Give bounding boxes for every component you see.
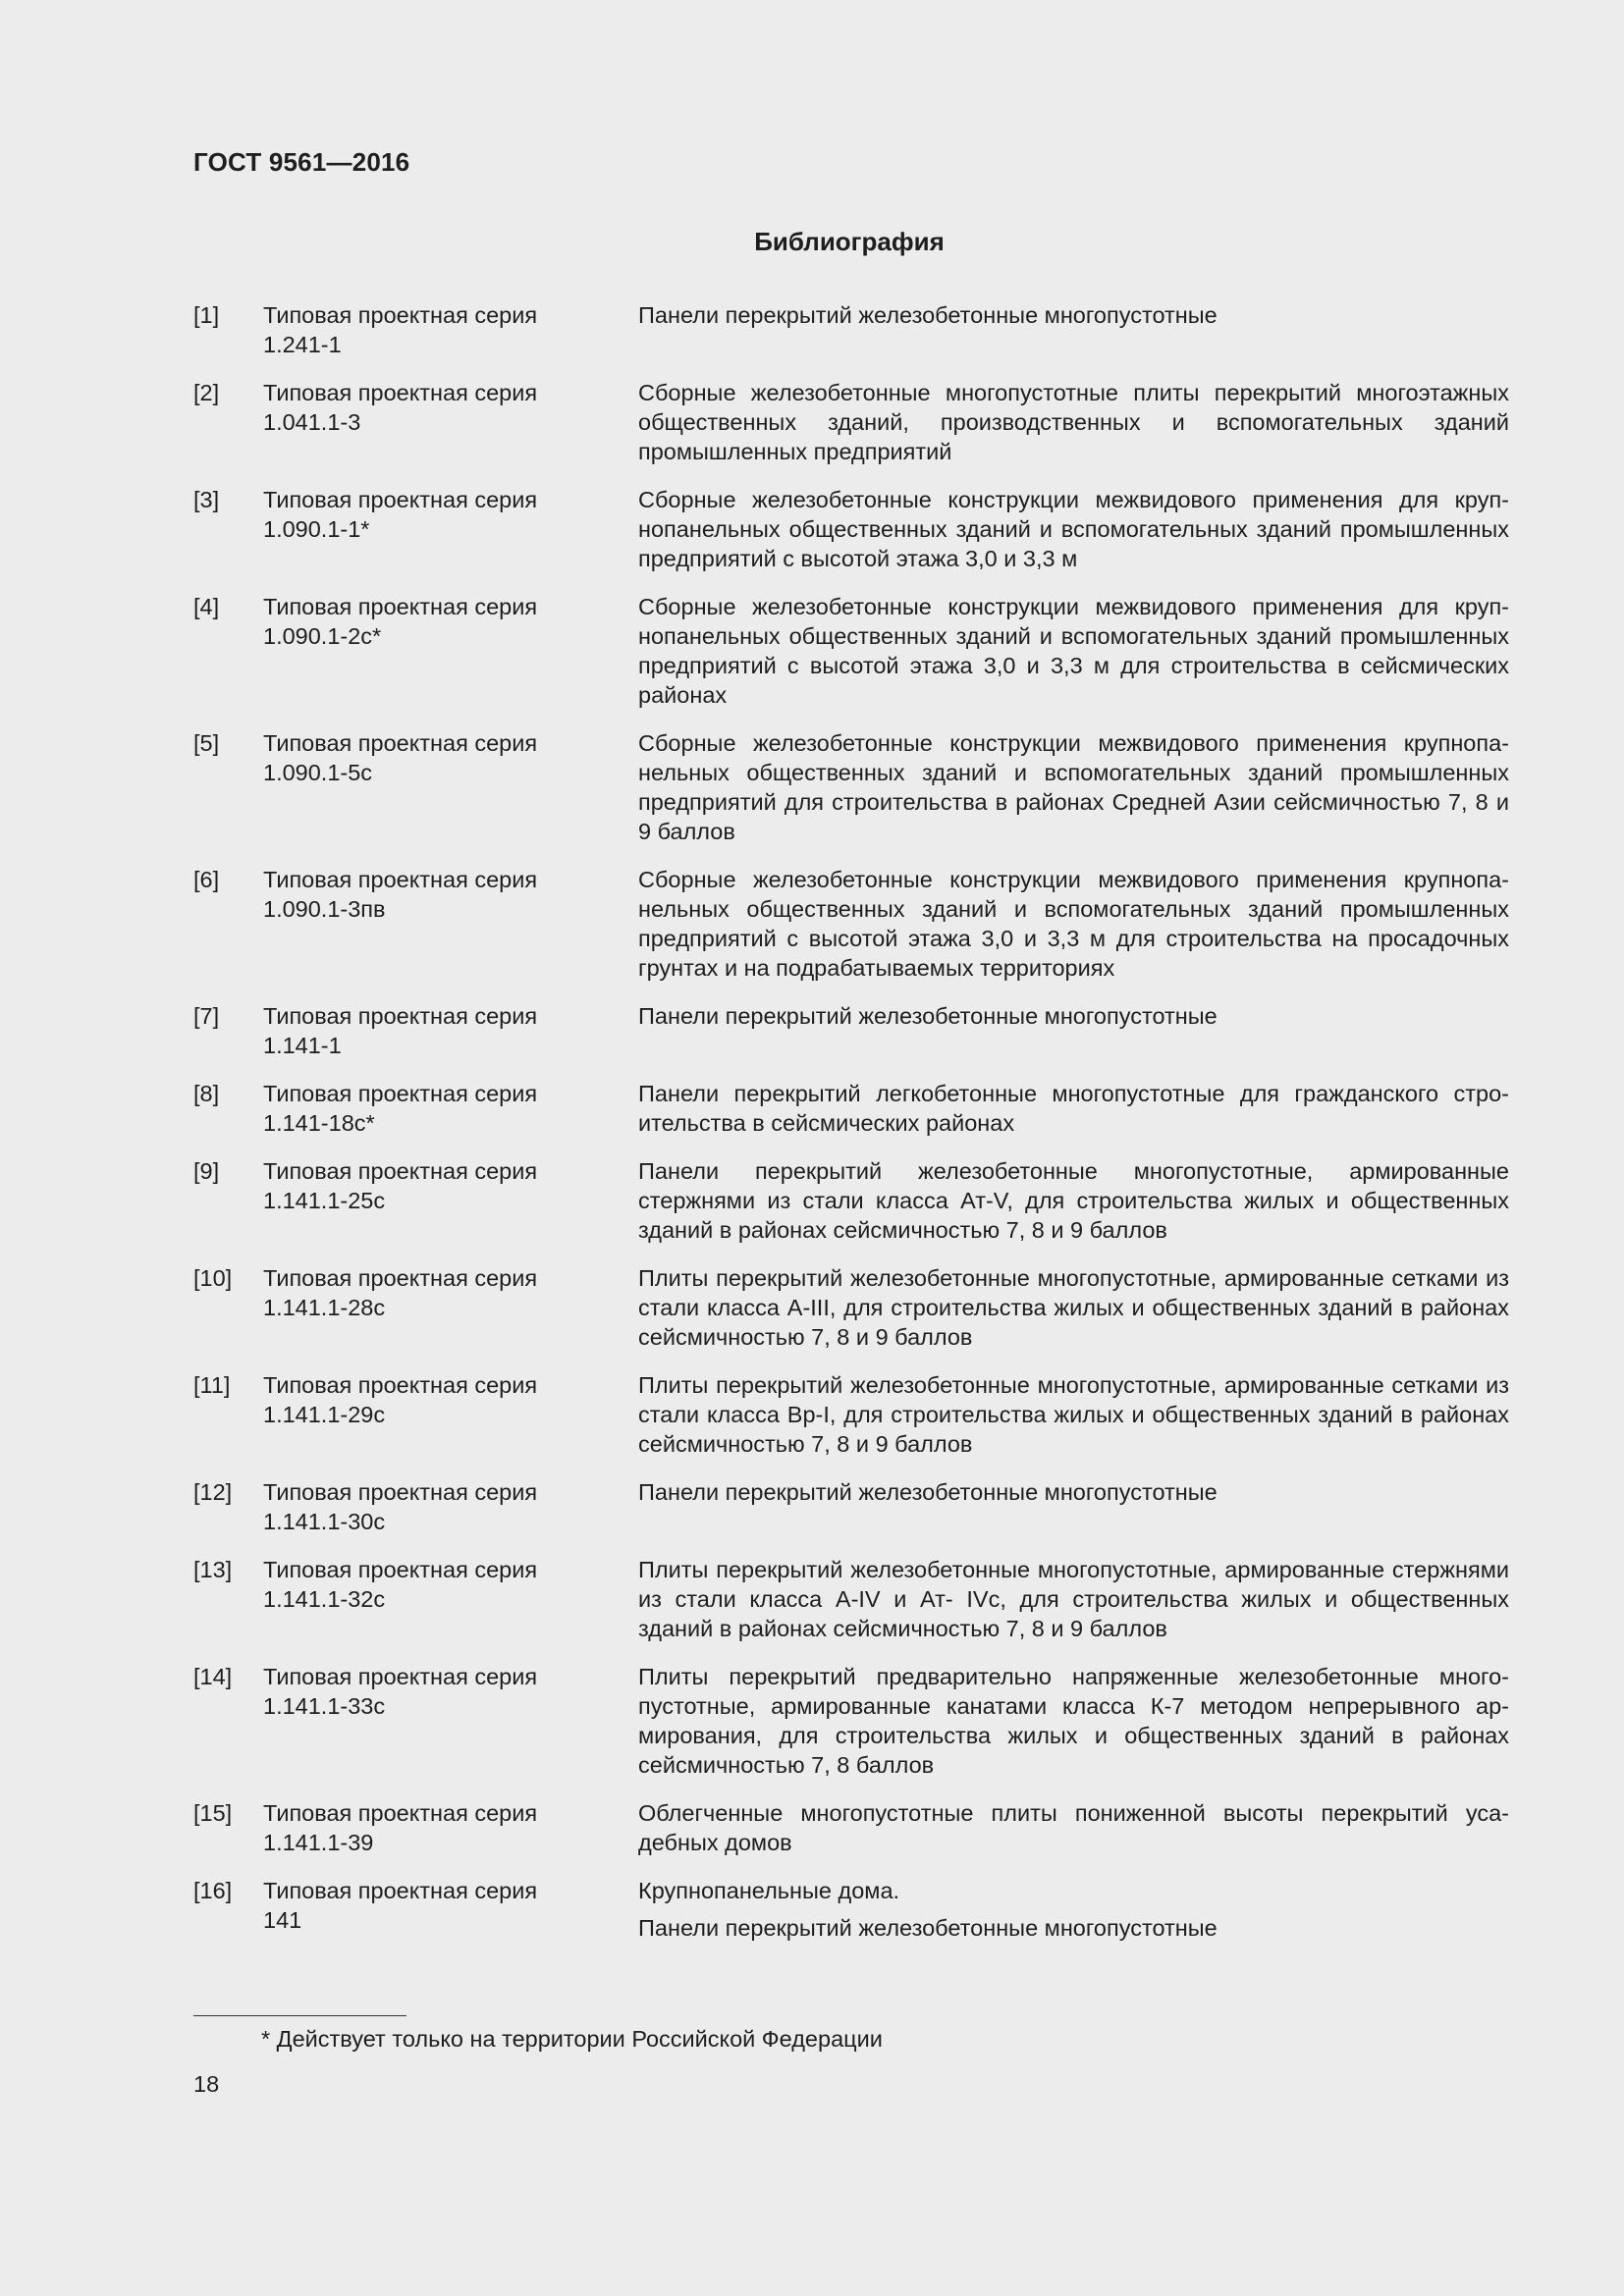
entry-number: [10] xyxy=(193,1265,233,1291)
series-code: 1.141.1-39 xyxy=(263,1830,374,1855)
description-line: Облегченные многопустотные плиты пониженной высоты перекрытий усадебных домов xyxy=(638,1800,1509,1855)
bibliography-entry xyxy=(193,1876,1509,1943)
entry-series xyxy=(263,1001,638,1060)
series-code: 1.141-18с* xyxy=(263,1110,375,1136)
entry-series xyxy=(263,1555,638,1643)
entry-number: [13] xyxy=(193,1557,233,1582)
description-line: Плиты перекрытий железобетонные многопустотные, армированные сетками из стали класса Вр-I, для строительства жилых и общественных зданий в районах сейсмичностью 7, 8 и 9 баллов xyxy=(638,1372,1509,1457)
entry-number: [14] xyxy=(193,1664,233,1689)
entry-description xyxy=(638,1477,1509,1536)
entry-number: [16] xyxy=(193,1878,233,1903)
series-code: 1.090.1-1* xyxy=(263,516,370,542)
bibliography-entry xyxy=(193,1263,1509,1352)
entry-number: [12] xyxy=(193,1479,233,1505)
entry-series xyxy=(263,1370,638,1459)
description-line: Сборные железобетонные конструкции межвидового применения для крупнопанельных общественных зданий и вспомогательных зданий промышленных предприятий с высотой этажа 3,0 и 3,3 м xyxy=(638,487,1509,571)
entry-description xyxy=(638,1079,1509,1138)
description-line: Плиты перекрытий железобетонные многопустотные, армированные сетками из стали класса А-III, для строительства жилых и общественных зданий в районах сейсмичностью 7, 8 и 9 баллов xyxy=(638,1265,1509,1350)
bibliography-list xyxy=(193,300,1509,1961)
entry-series xyxy=(263,728,638,846)
series-name: Типовая проектная серия xyxy=(263,1800,538,1826)
entry-series xyxy=(263,1079,638,1138)
description-line: Плиты перекрытий предварительно напряженные железобетонные многопустотные, армированные канатами класса К-7 методом непрерывного армирования, для строительства жилых и общественных зданий в районах сейсмичностью 7, 8 баллов xyxy=(638,1664,1509,1778)
entry-number: [5] xyxy=(193,730,220,756)
document-header: ГОСТ 9561—2016 xyxy=(193,147,410,177)
description-line: Панели перекрытий железобетонные многопустотные xyxy=(638,1003,1218,1029)
entry-description xyxy=(638,378,1509,466)
entry-description xyxy=(638,728,1509,846)
section-title: Библиография xyxy=(754,227,945,256)
series-code: 1.090.1-5с xyxy=(263,760,373,785)
series-name: Типовая проектная серия xyxy=(263,1003,538,1029)
entry-series xyxy=(263,1662,638,1780)
series-code: 1.141.1-32с xyxy=(263,1586,386,1612)
entry-description xyxy=(638,592,1509,710)
series-name: Типовая проектная серия xyxy=(263,1557,538,1582)
description-line: Сборные железобетонные конструкции межвидового применения для крупнопанельных общественных зданий и вспомогательных зданий промышленных предприятий с высотой этажа 3,0 и 3,3 м для строительства в сейсмических районах xyxy=(638,594,1509,708)
series-code: 1.141.1-33с xyxy=(263,1693,386,1719)
bibliography-entry xyxy=(193,1477,1509,1536)
description-line: Панели перекрытий железобетонные многопустотные xyxy=(638,1915,1218,1941)
entry-number: [1] xyxy=(193,302,220,328)
entry-number: [2] xyxy=(193,380,220,405)
entry-series xyxy=(263,1477,638,1536)
bibliography-entry xyxy=(193,1370,1509,1459)
bibliography-entry xyxy=(193,1156,1509,1245)
entry-number: [11] xyxy=(193,1372,231,1398)
page-number: 18 xyxy=(193,2071,220,2097)
series-name: Типовая проектная серия xyxy=(263,867,538,892)
series-code: 1.141.1-29с xyxy=(263,1402,386,1427)
series-name: Типовая проектная серия xyxy=(263,1372,538,1398)
series-code: 141 xyxy=(263,1907,302,1933)
entry-description xyxy=(638,1263,1509,1352)
entry-series xyxy=(263,485,638,573)
series-name: Типовая проектная серия xyxy=(263,1664,538,1689)
series-code: 1.141.1-25с xyxy=(263,1188,386,1213)
entry-description xyxy=(638,485,1509,573)
bibliography-entry xyxy=(193,865,1509,983)
description-line: Панели перекрытий легкобетонные многопустотные для гражданского строительства в сейсмических районах xyxy=(638,1081,1509,1136)
series-code: 1.241-1 xyxy=(263,332,342,357)
description-line: Панели перекрытий железобетонные многопустотные xyxy=(638,1479,1218,1505)
series-code: 1.141.1-30с xyxy=(263,1509,386,1534)
entry-series xyxy=(263,300,638,359)
entry-series xyxy=(263,1263,638,1352)
series-name: Типовая проектная серия xyxy=(263,302,538,328)
bibliography-entry xyxy=(193,728,1509,846)
entry-series xyxy=(263,1156,638,1245)
description-line: Панели перекрытий железобетонные многопустотные, армированные стержнями из стали класса Ат-V, для строительства жилых и общественных зданий в районах сейсмичностью 7, 8 и 9 баллов xyxy=(638,1158,1509,1243)
bibliography-entry xyxy=(193,592,1509,710)
series-name: Типовая проектная серия xyxy=(263,1265,538,1291)
entry-number: [8] xyxy=(193,1081,220,1106)
series-name: Типовая проектная серия xyxy=(263,487,538,512)
series-code: 1.141-1 xyxy=(263,1033,342,1058)
entry-series xyxy=(263,592,638,710)
footnote: * Действует только на территории Российской Федерации xyxy=(261,2026,883,2052)
entry-series xyxy=(263,865,638,983)
bibliography-entry xyxy=(193,1662,1509,1780)
entry-number: [3] xyxy=(193,487,220,512)
bibliography-entry xyxy=(193,378,1509,466)
entry-series xyxy=(263,1798,638,1857)
series-code: 1.041.1-3 xyxy=(263,409,361,435)
series-code: 1.141.1-28с xyxy=(263,1295,386,1320)
description-line: Панели перекрытий железобетонные многопустотные xyxy=(638,302,1218,328)
bibliography-entry xyxy=(193,300,1509,359)
description-line: Крупнопанельные дома. xyxy=(638,1878,900,1903)
entry-description xyxy=(638,1555,1509,1643)
bibliography-entry xyxy=(193,1555,1509,1643)
entry-number: [15] xyxy=(193,1800,233,1826)
entry-number: [4] xyxy=(193,594,220,619)
series-code: 1.090.1-3пв xyxy=(263,896,386,922)
entry-description xyxy=(638,1662,1509,1780)
bibliography-entry xyxy=(193,1079,1509,1138)
series-name: Типовая проектная серия xyxy=(263,1878,538,1903)
series-name: Типовая проектная серия xyxy=(263,1158,538,1184)
description-line: Сборные железобетонные конструкции межвидового применения крупнопанельных общественных зданий и вспомогательных зданий промышленных предприятий для строительства в районах Средней Азии сейсмичностью 7, 8 и 9 баллов xyxy=(638,730,1509,844)
series-code: 1.090.1-2с* xyxy=(263,623,382,649)
entry-description xyxy=(638,1370,1509,1459)
entry-description xyxy=(638,1798,1509,1857)
description-line: Сборные железобетонные многопустотные плиты перекрытий многоэтажных общественных зданий, производственных и вспомогательных зданий промышленных предприятий xyxy=(638,380,1509,464)
series-name: Типовая проектная серия xyxy=(263,594,538,619)
entry-series xyxy=(263,1876,638,1943)
entry-description xyxy=(638,865,1509,983)
entry-description xyxy=(638,1156,1509,1245)
bibliography-entry xyxy=(193,1798,1509,1857)
description-line: Сборные железобетонные конструкции межвидового применения крупнопанельных общественных зданий и вспомогательных зданий промышленных предприятий с высотой этажа 3,0 и 3,3 м для строительства на просадочных грунтах и на подрабатываемых территориях xyxy=(638,867,1509,981)
entry-description xyxy=(638,1001,1509,1060)
series-name: Типовая проектная серия xyxy=(263,1479,538,1505)
series-name: Типовая проектная серия xyxy=(263,730,538,756)
bibliography-entry xyxy=(193,1001,1509,1060)
entry-number: [6] xyxy=(193,867,220,892)
series-name: Типовая проектная серия xyxy=(263,1081,538,1106)
entry-number: [9] xyxy=(193,1158,220,1184)
series-name: Типовая проектная серия xyxy=(263,380,538,405)
description-line: Плиты перекрытий железобетонные многопустотные, армированные стержнями из стали класса А-IV и Ат- IVс, для строительства жилых и общественных зданий в районах сейсмичностью 7, 8 и 9 баллов xyxy=(638,1557,1509,1641)
entry-series xyxy=(263,378,638,466)
entry-description xyxy=(638,1876,1509,1943)
entry-description xyxy=(638,300,1509,359)
footnote-divider xyxy=(193,2015,406,2016)
entry-number: [7] xyxy=(193,1003,220,1029)
bibliography-entry xyxy=(193,485,1509,573)
